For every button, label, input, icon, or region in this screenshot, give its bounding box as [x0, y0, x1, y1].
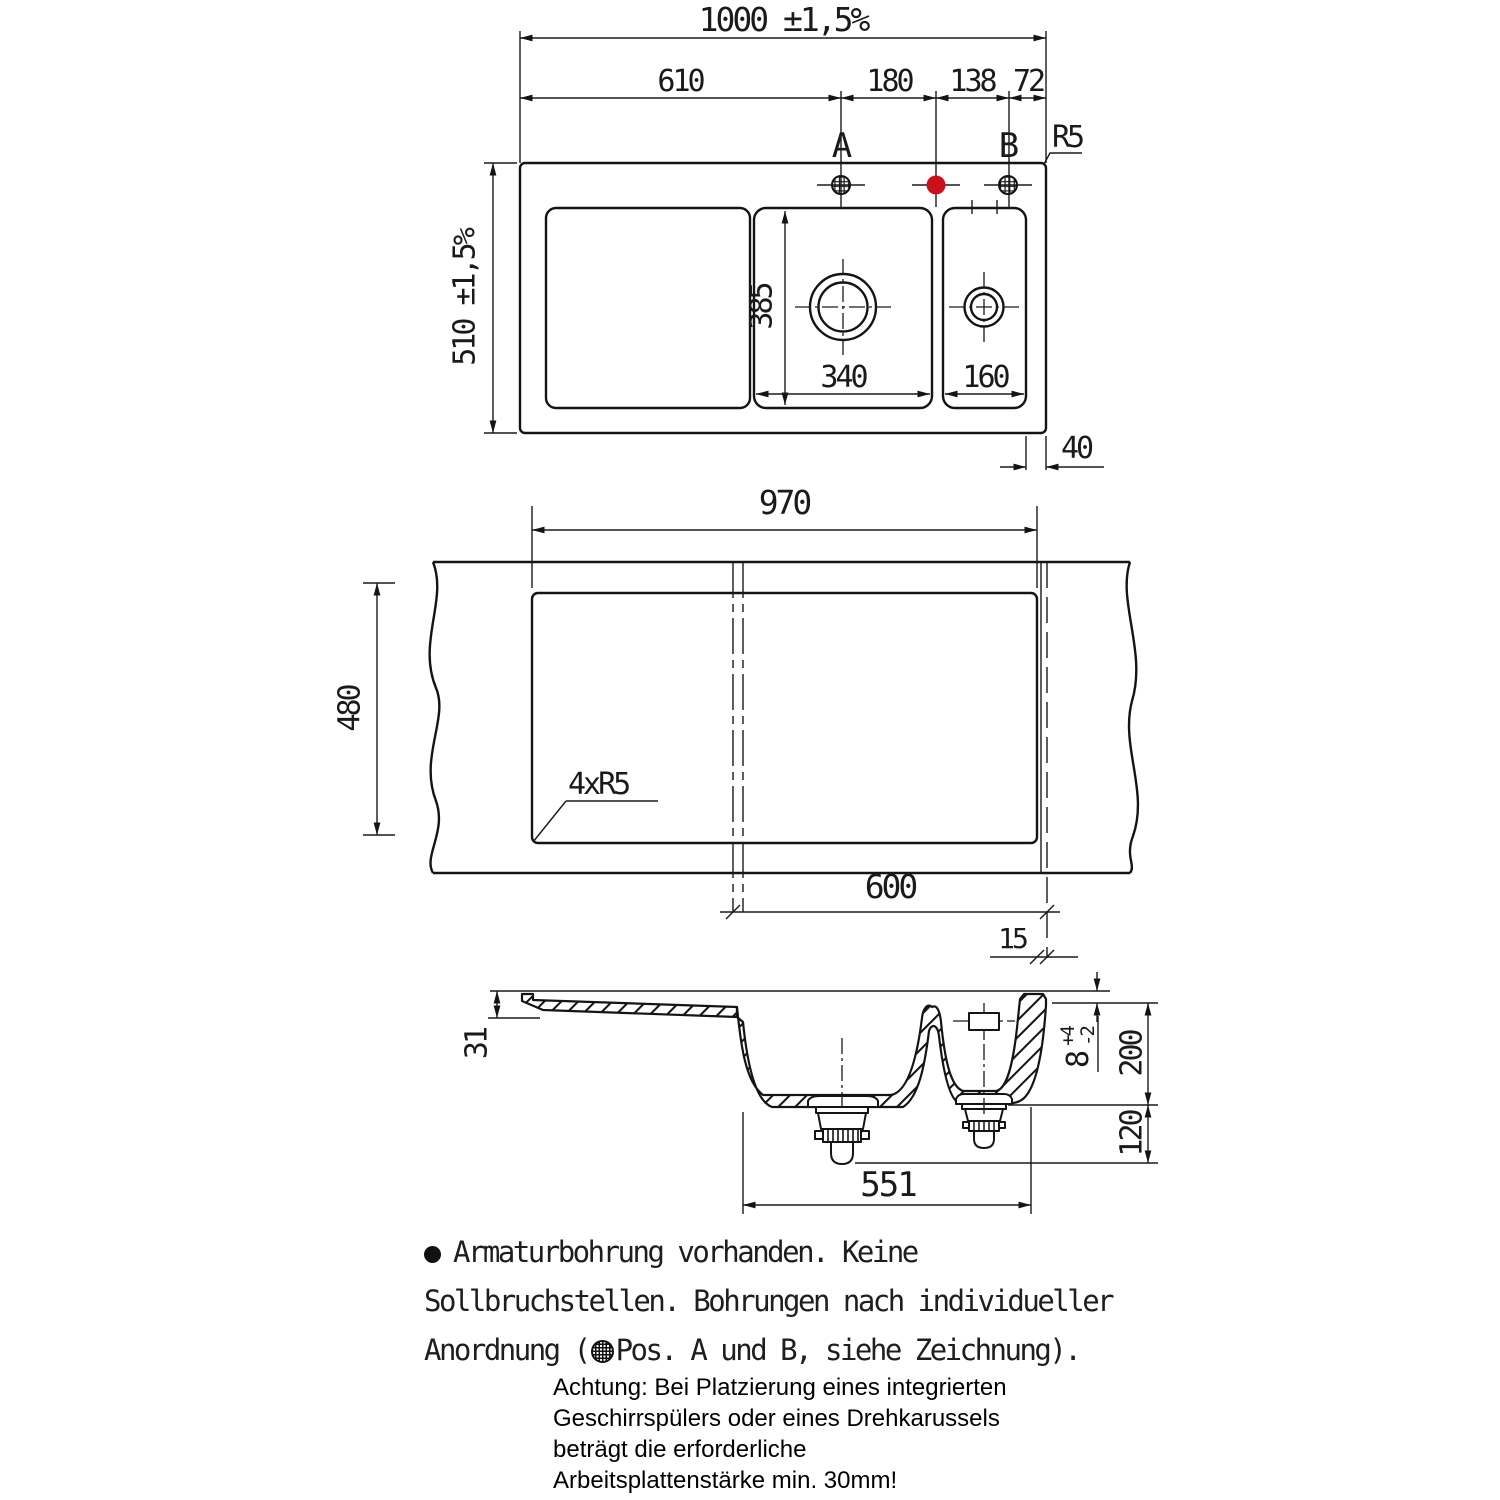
- dim-label-total-width: 1000 ±1,5%: [698, 0, 868, 39]
- drainboard: [546, 208, 750, 408]
- section-drainboard: [522, 994, 737, 1017]
- dim-label-15: 15: [998, 922, 1026, 955]
- dim-label-138: 138: [949, 64, 995, 99]
- warning-line4: Arbeitsplattenstärke min. 30mm!: [553, 1467, 898, 1494]
- dim-label-72: 72: [1012, 64, 1044, 99]
- dim-label-160: 160: [962, 360, 1008, 395]
- break-line-right: [1127, 562, 1138, 873]
- dim-label-8-minus: -2: [1077, 1027, 1099, 1046]
- dim-label-510: 510 ±1,5%: [447, 230, 483, 366]
- tap-hole-a-icon: [832, 176, 850, 194]
- drilling-note-line1: Armaturbohrung vorhanden. Keine: [424, 1228, 1184, 1277]
- drilling-note-line3: Anordnung ( Pos. A und B, siehe Zeichnung).: [424, 1333, 1080, 1367]
- dim-label-180: 180: [866, 64, 912, 99]
- dim-label-31: 31: [459, 1028, 495, 1060]
- tap-hole-b-icon: [999, 176, 1017, 194]
- cutout-rect: [532, 593, 1037, 843]
- hole-a-label: A: [831, 126, 851, 166]
- hole-b-label: B: [998, 126, 1018, 166]
- dim-label-8-plus: +4: [1057, 1027, 1079, 1046]
- bullet-icon: [424, 1246, 441, 1263]
- top-view: [448, 0, 1105, 470]
- drilling-note-line2: Sollbruchstellen. Bohrungen nach individueller: [424, 1284, 1113, 1318]
- warning-line2: Geschirrspülers oder eines Drehkarussels: [553, 1405, 1000, 1432]
- corner-radius-label: 4xR5: [568, 767, 629, 802]
- dim-label-970: 970: [758, 483, 810, 522]
- warning-note: [553, 1372, 1153, 1496]
- dim-label-600: 600: [864, 867, 916, 906]
- drilling-note: [424, 1228, 1184, 1375]
- overflow-symbol: [953, 1003, 1015, 1040]
- break-line-left: [430, 562, 440, 873]
- hatched-hole-icon: [591, 1340, 614, 1363]
- section-bowls: [737, 994, 1046, 1107]
- warning-line3: beträgt die erforderliche: [553, 1436, 807, 1463]
- dim-label-610: 610: [657, 64, 703, 99]
- dim-label-120: 120: [1114, 1111, 1150, 1157]
- small-drain: [956, 1044, 1012, 1148]
- dim-label-385: 385: [744, 284, 780, 330]
- tap-hole-red-icon: [927, 176, 946, 195]
- cutout-view: [333, 483, 1138, 964]
- main-drain: [808, 1038, 878, 1164]
- dim-label-40: 40: [1060, 431, 1092, 466]
- section-view: [460, 972, 1159, 1214]
- warning-line1: Achtung: Bei Platzierung eines integrierten: [553, 1374, 1007, 1401]
- r5-label: R5: [1052, 120, 1083, 155]
- dim-label-200: 200: [1114, 1031, 1150, 1077]
- dim-label-8: 8: [1061, 1052, 1096, 1068]
- dim-label-480: 480: [332, 686, 368, 732]
- dim-label-340: 340: [820, 360, 866, 395]
- dim-label-8-tol: [1057, 1016, 1099, 1072]
- dim-label-551: 551: [860, 1165, 916, 1205]
